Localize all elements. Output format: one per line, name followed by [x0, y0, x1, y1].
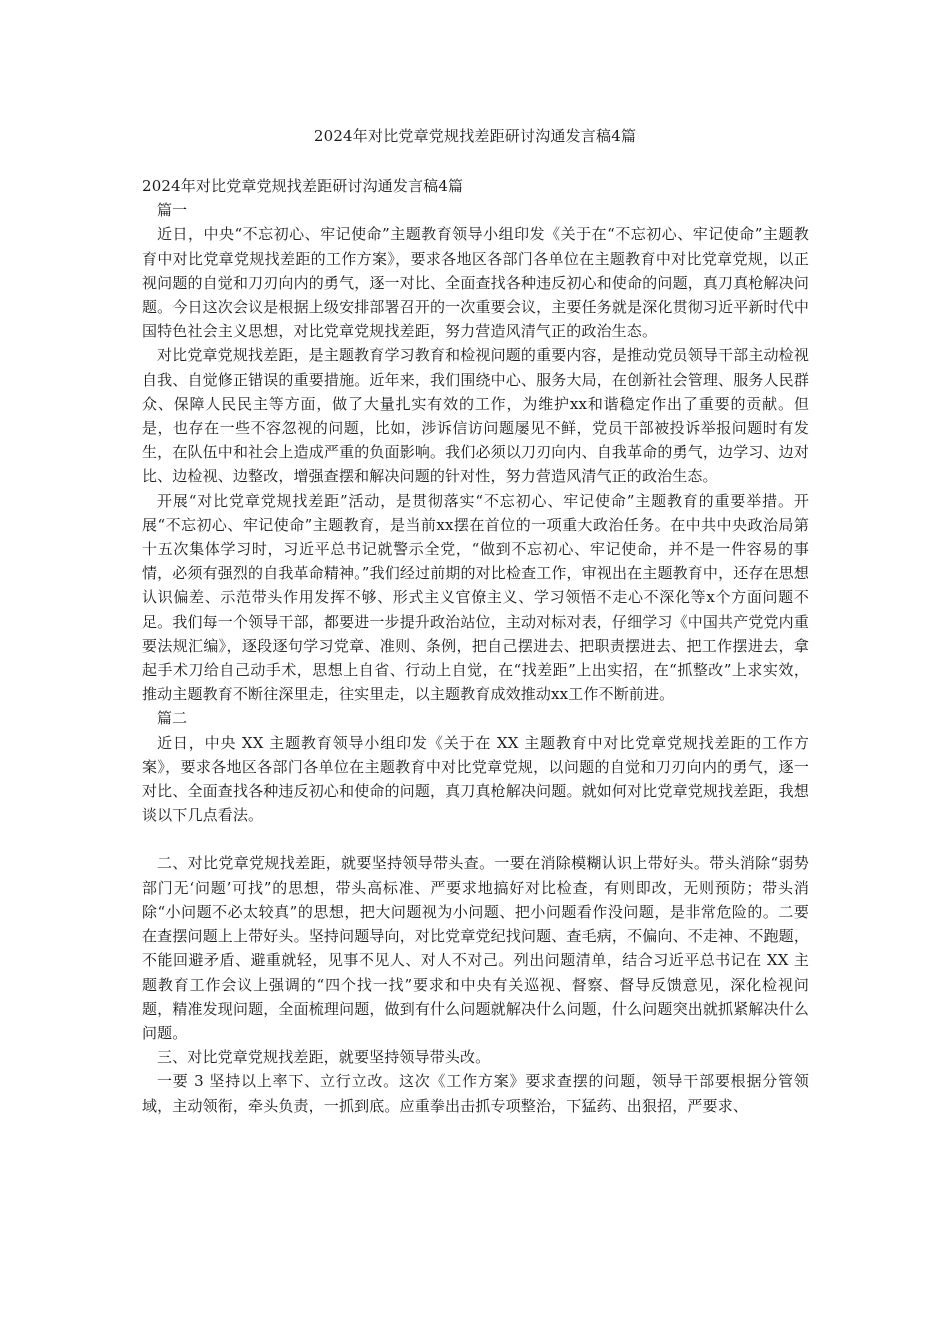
paragraph-7: 一要 3 坚持以上率下、立行立改。这次《工作方案》要求查摆的问题，领导干部要根据分管领域，主动领衔，牵头负责，一抓到底。应重拳出击抓专项整治，下猛药、出狠招，严要求、	[142, 1072, 809, 1115]
section-heading-2: 篇二	[157, 709, 188, 728]
paragraph-6: 三、对比党章党规找差距，就要坚持领导带头改。	[157, 1048, 491, 1067]
document-subtitle: 2024年对比党章党规找差距研讨沟通发言稿4篇	[142, 177, 464, 195]
section-heading-1: 篇一	[157, 201, 188, 220]
paragraph-1: 近日，中央“不忘初心、牢记使命”主题教育领导小组印发《关于在“不忘初心、牢记使命”主题教育中对比党章党规找差距的工作方案》，要求各地区各部门各单位在主题教育中对比党章党规，以正视问题的自觉和刀刃向内的勇气，逐一对比、全面查找各种违反初心和使命的问题，真刀真枪解决问题。今日这次会议是根据上级安排部署召开的一次重要会议，主要任务就是深化贯彻习近平新时代中国特色社会主义思想，对比党章党规找差距，努力营造风清气正的政治生态。	[142, 225, 809, 341]
paragraph-2: 对比党章党规找差距，是主题教育学习教育和检视问题的重要内容，是推动党员领导干部主动检视自我、自觉修正错误的重要措施。近年来，我们围绕中心、服务大局，在创新社会管理、服务人民群众、保障人民民主等方面，做了大量扎实有效的工作，为维护xx和谐稳定作出了重要的贡献。但是，也存在一些不容忽视的问题，比如，涉诉信访问题屡见不鲜，党员干部被投诉举报问题时有发生，在队伍中和社会上造成严重的负面影响。我们必须以刀刃向内、自我革命的勇气，边学习、边对比、边检视、边整改，增强查摆和解决问题的针对性，努力营造风清气正的政治生态。	[142, 346, 809, 486]
document-body	[142, 174, 809, 1118]
paragraph-4: 近日，中央 XX 主题教育领导小组印发《关于在 XX 主题教育中对比党章党规找差距的工作方案》，要求各地区各部门各单位在主题教育中对比党章党规，以问题的自觉和刀刃向内的勇气，逐一对比、全面查找各种违反初心和使命的问题，真刀真枪解决问题。就如何对比党章党规找差距，我想谈以下几点看法。	[142, 733, 809, 825]
document-title: 2024年对比党章党规找差距研讨沟通发言稿4篇	[313, 127, 637, 145]
paragraph-3: 开展“对比党章党规找差距”活动，是贯彻落实“不忘初心、牢记使命”主题教育的重要举措。开展“不忘初心、牢记使命”主题教育，是当前xx摆在首位的一项重大政治任务。在中共中央政治局第十五次集体学习时，习近平总书记就警示全党，“做到不忘初心、牢记使命，并不是一件容易的事情，必须有强烈的自我革命精神。”我们经过前期的对比检查工作，审视出在主题教育中，还存在思想认识偏差、示范带头作用发挥不够、形式主义官僚主义、学习领悟不走心不深化等x个方面问题不足。我们每一个领导干部，都要进一步提升政治站位，主动对标对表，仔细学习《中国共产党党内重要法规汇编》，逐段逐句学习党章、准则、条例，把自己摆进去、把职责摆进去、把工作摆进去，拿起手术刀给自己动手术，思想上自省、行动上自觉，在“找差距”上出实招，在“抓整改”上求实效，推动主题教育不断往深里走，往实里走，以主题教育成效推动xx工作不断前进。	[142, 491, 809, 704]
paragraph-5: 二、对比党章党规找差距，就要坚持领导带头查。一要在消除模糊认识上带好头。带头消除“弱势部门无‘问题’可找”的思想，带头高标准、严要求地搞好对比检查，有则即改，无则预防；带头消除“小问题不必太较真”的思想，把大问题视为小问题、把小问题看作没问题，是非常危险的。二要在查摆问题上上带好头。坚持问题导向，对比党章党纪找问题、查毛病，不偏向、不走神、不跑题，不能回避矛盾、避重就轻，见事不见人、对人不对己。列出问题清单，结合习近平总书记在 XX 主题教育工作会议上强调的“四个找一找”要求和中央有关巡视、督察、督导反馈意见，深化检视问题，精准发现问题，全面梳理问题，做到有什么问题就解决什么问题，什么问题突出就抓紧解决什么问题。	[142, 854, 809, 1042]
paragraph-gap	[142, 827, 809, 851]
